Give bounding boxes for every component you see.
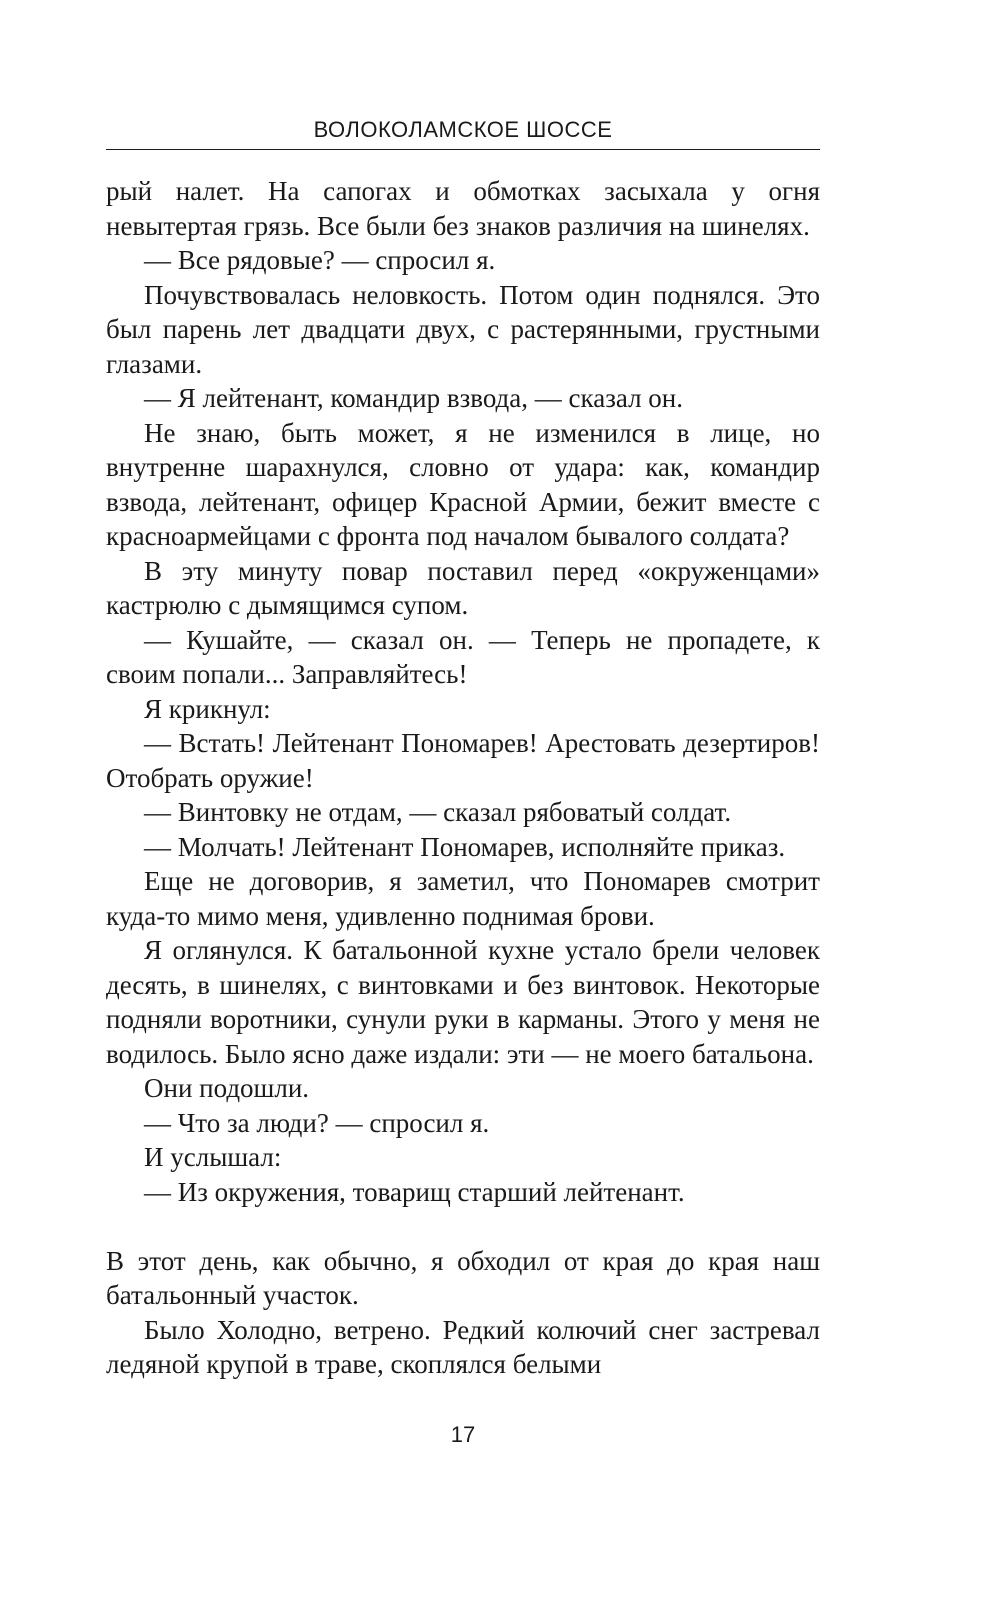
paragraph-continued: рый налет. На сапогах и обмотках засыхала у огня невытертая грязь. Все были без знаков различия на шинелях. (106, 176, 820, 241)
page-number: 17 (450, 1422, 476, 1447)
header-rule (106, 149, 820, 150)
paragraph: Я крикнул: (144, 693, 271, 724)
paragraph: — Что за люди? — спросил я. (144, 1107, 490, 1138)
paragraph: — Я лейтенант, командир взвода, — сказал он. (144, 383, 684, 413)
paragraph: Еще не договорив, я заметил, что Пономарев смотрит куда-то мимо меня, удивленно поднимая брови. (106, 866, 820, 931)
paragraph: В этот день, как обычно, я обходил от края до края наш батальонный участок. (106, 1245, 820, 1310)
body-text (106, 174, 820, 1382)
paragraph: — Из окружения, товарищ старший лейтенант. (144, 1176, 685, 1207)
paragraph: Они подошли. (144, 1073, 310, 1103)
paragraph: — Кушайте, — сказал он. — Теперь не пропадете, к своим попали... Заправляйтесь! (106, 624, 820, 689)
paragraph: Я оглянулся. К батальонной кухне устало брели человек десять, в шинелях, с винтовками и без винтовок. Некоторые подняли воротники, сунули руки в карманы. Этого у меня не водилось. Было ясно даже издали: эти — не моего батальона. (106, 935, 820, 1069)
paragraph: — Молчать! Лейтенант Пономарев, исполняйте приказ. (144, 831, 786, 862)
paragraph: Было Холодно, ветрено. Редкий колючий снег застревал ледяной крупой в траве, скоплялся белыми (106, 1314, 820, 1379)
paragraph: Не знаю, быть может, я не изменился в лице, но внутренне шарахнулся, словно от удара: как, командир взвода, лейтенант, офицер Красной Армии, бежит вместе с красноармейцами с фронта под началом бывалого солдата? (106, 417, 820, 551)
section-break (106, 1209, 820, 1244)
running-head: ВОЛОКОЛАМСКОЕ ШОССЕ (313, 117, 613, 142)
paragraph: И услышал: (144, 1142, 282, 1172)
paragraph: — Встать! Лейтенант Пономарев! Арестовать дезертиров! Отобрать оружие! (106, 728, 820, 793)
paragraph: Почувствовалась неловкость. Потом один поднялся. Это был парень лет двадцати двух, с растерянными, грустными глазами. (106, 279, 820, 379)
paragraph: В эту минуту повар поставил перед «окруженцами» кастрюлю с дымящимся супом. (106, 555, 820, 620)
paragraph: — Винтовку не отдам, — сказал рябоватый солдат. (144, 797, 732, 827)
paragraph: — Все рядовые? — спросил я. (144, 245, 496, 275)
